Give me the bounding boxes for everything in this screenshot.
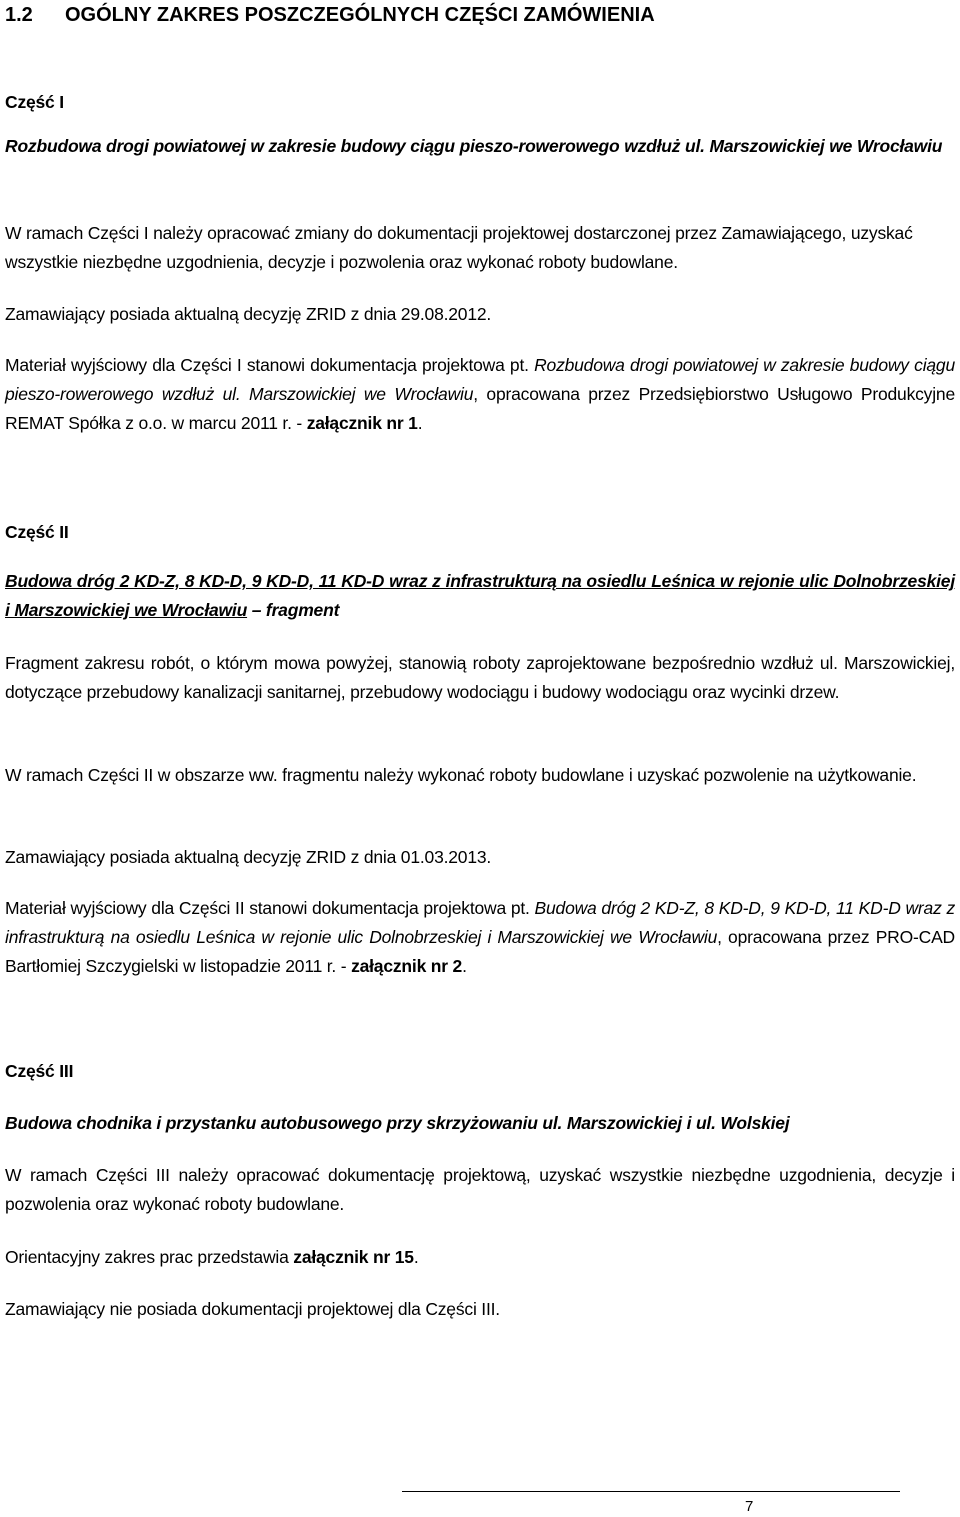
part2-p4-title: Budowa dróg 2 KD-Z, 8 KD-D, 9 KD-D, 11 KD-D wraz z infrastrukturą na osiedlu Leśnica w rejonie ulic Dolnobrzeskiej i Marszowickiej we Wrocławiu [5,898,956,947]
section-title: OGÓLNY ZAKRES POSZCZEGÓLNYCH CZĘŚCI ZAMÓWIENIA [65,4,655,26]
part2-paragraph-3: Zamawiający posiada aktualną decyzję ZRID z dnia 01.03.2013. [5,847,492,867]
part1-p3-end: . [417,413,423,433]
part2-paragraph-1: Fragment zakresu robót, o którym mowa powyżej, stanowią roboty zaprojektowane bezpośrednio wzdłuż ul. Marszowickiej, dotyczące przebudowy kanalizacji sanitarnej, przebudowy wodociągu i budowy wodociągu oraz wycinki drzew. [5,653,955,702]
part2-title [5,567,955,625]
part2-attachment-ref: załącznik nr 2 [351,956,463,976]
part3-paragraph-1: W ramach Części III należy opracować dokumentację projektową, uzyskać wszystkie niezbędne uzgodnienia, decyzje i pozwolenia oraz wykonać roboty budowlane. [5,1165,955,1214]
page-number: 7 [745,1498,754,1515]
part3-paragraph-3: Zamawiający nie posiada dokumentacji projektowej dla Części III. [5,1299,500,1319]
part1-p3-text: Materiał wyjściowy dla Części I stanowi dokumentacja projektowa pt. [5,355,535,375]
part3-title: Budowa chodnika i przystanku autobusowego przy skrzyżowaniu ul. Marszowickiej i ul. Wolskiej [5,1113,790,1133]
part3-p2-text: Orientacyjny zakres prac przedstawia [5,1247,294,1267]
part2-p4-end: . [462,956,467,976]
part2-paragraph-2: W ramach Części II w obszarze ww. fragmentu należy wykonać roboty budowlane i uzyskać pozwolenie na użytkowanie. [5,765,917,785]
section-number: 1.2 [5,4,33,26]
part1-attachment-ref: załącznik nr 1 [306,413,418,433]
part2-p4-author: , opracowana przez PRO-CAD Bartłomiej Szczygielski w listopadzie 2011 r. - [5,927,955,976]
part2-p4-text: Materiał wyjściowy dla Części II stanowi dokumentacja projektowa pt. [5,898,535,918]
part2-title-main: Budowa dróg 2 KD-Z, 8 KD-D, 9 KD-D, 11 KD-D wraz z infrastrukturą na osiedlu Leśnica w rejonie ulic Dolnobrzeskiej i Marszowickiej we Wrocławiu [5,571,955,620]
part3-paragraph-2 [5,1243,955,1272]
part3-label: Część III [5,1061,74,1081]
part1-paragraph-1: W ramach Części I należy opracować zmiany do dokumentacji projektowej dostarczonej przez Zamawiającego, uzyskać wszystkie niezbędne uzgodnienia, decyzje i pozwolenia oraz wykonać roboty budowlane. [5,223,913,272]
part1-paragraph-2: Zamawiający posiada aktualną decyzję ZRID z dnia 29.08.2012. [5,304,492,324]
part3-attachment-ref: załącznik nr 15 [293,1247,414,1267]
part2-label: Część II [5,522,69,542]
footer-divider [402,1491,900,1492]
part2-title-suffix: – fragment [247,600,340,620]
section-heading [5,1,655,29]
part1-title: Rozbudowa drogi powiatowej w zakresie budowy ciągu pieszo-rowerowego wzdłuż ul. Marszowickiej we Wrocławiu [5,136,943,156]
part1-p3-title: Rozbudowa drogi powiatowej w zakresie budowy ciągu pieszo-rowerowego wzdłuż ul. Marszowickiej we Wrocławiu [5,355,955,404]
part1-p3-author: , opracowana przez Przedsiębiorstwo Usługowo Produkcyjne REMAT Spółka z o.o. w marcu 2011 r. - [5,384,955,433]
part2-paragraph-4 [5,894,955,981]
part3-p2-end: . [413,1247,419,1267]
part1-label: Część I [5,92,64,112]
part1-paragraph-3 [5,351,955,438]
